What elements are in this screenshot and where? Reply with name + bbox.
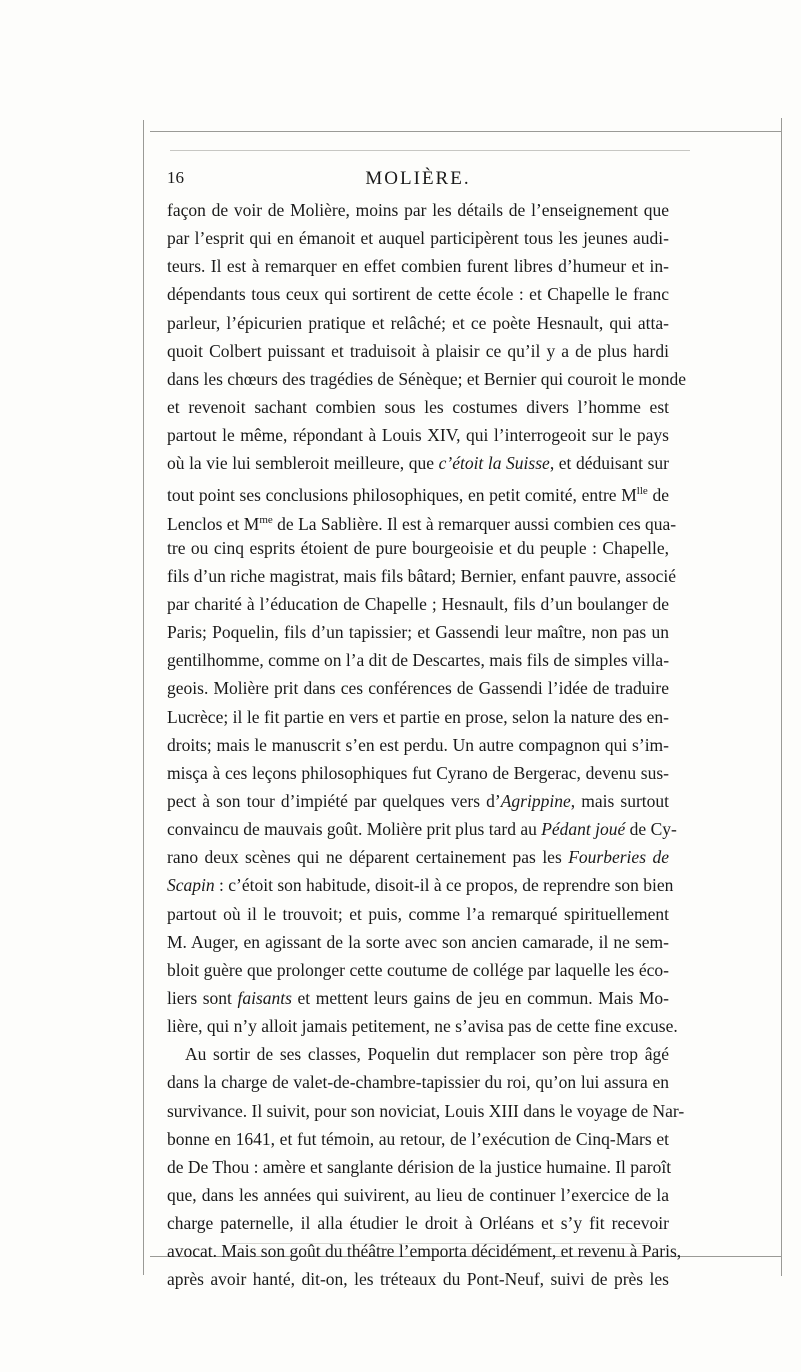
- text-line: Scapin : c’étoit son habitude, disoit-il à ce propos, de reprendre son bien: [167, 875, 674, 896]
- text-line: teurs. Il est à remarquer en effet combien furent libres d’humeur et in-: [167, 256, 669, 277]
- text-line: de De Thou : amère et sanglante dérision de la justice humaine. Il paroît: [167, 1156, 672, 1177]
- body-text: [167, 196, 687, 1293]
- text-line: quoit Colbert puissant et traduisoit à plaisir ce qu’il y a de plus hardi: [167, 340, 669, 361]
- text-line: partout le même, répondant à Louis XIV, qui l’interrogeoit sur le pays: [167, 425, 669, 446]
- border-top-inner-rule: [170, 150, 690, 151]
- superscript: lle: [636, 485, 648, 498]
- text-line: survivance. Il suivit, pour son noviciat, Louis XIII dans le voyage de Nar-: [167, 1100, 685, 1121]
- text-line: bonne en 1641, et fut témoin, au retour, de l’exécution de Cinq-Mars et: [167, 1128, 669, 1149]
- italic-phrase: faisants: [237, 987, 292, 1008]
- border-right-rule: [781, 118, 782, 1276]
- text-line: dans les chœurs des tragédies de Sénèque; et Bernier qui couroit le monde: [167, 368, 687, 389]
- page-number: 16: [167, 168, 184, 187]
- text-line: M. Auger, en agissant de la sorte avec son ancien camarade, il ne sem-: [167, 931, 669, 952]
- running-head: MOLIÈRE.: [365, 168, 471, 189]
- text-line: Lenclos et $M^{me}$ de La Sablière. Il est à remarquer aussi combien ces qua-: [167, 513, 677, 534]
- text-line: bloit guère que prolonger cette coutume de collége par laquelle les éco-: [167, 959, 669, 980]
- text-line: partout où il le trouvoit; et puis, comme l’a remarqué spirituellement: [167, 903, 669, 924]
- text-line: rano deux scènes qui ne déparent certainement pas les Fourberies de: [167, 847, 669, 868]
- text-line: liers sont faisants et mettent leurs gains de jeu en commun. Mais Mo-: [167, 987, 669, 1008]
- text-line: parleur, l’épicurien pratique et relâché; et ce poète Hesnault, qui atta-: [167, 312, 669, 333]
- text-line: lière, qui n’y alloit jamais petitement, ne s’avisa pas de cette fine excuse.: [167, 1016, 678, 1037]
- border-left-rule: [143, 120, 144, 1275]
- italic-phrase: Scapin: [167, 875, 215, 896]
- text-line: dépendants tous ceux qui sortirent de cette école : et Chapelle le franc: [167, 284, 669, 305]
- text-line: par l’esprit qui en émanoit et auquel participèrent tous les jeunes audi-: [167, 228, 669, 249]
- text-line: que, dans les années qui suivirent, au lieu de continuer l’exercice de la: [167, 1184, 669, 1205]
- text-line: Lucrèce; il le fit partie en vers et partie en prose, selon la nature des en-: [167, 706, 669, 727]
- text-line: charge paternelle, il alla étudier le droit à Orléans et s’y fit recevoir: [167, 1213, 669, 1234]
- text-line: par charité à l’éducation de Chapelle ; Hesnault, fils d’un boulanger de: [167, 593, 669, 614]
- italic-phrase: Fourberies de: [568, 847, 669, 868]
- text-line: convaincu de mauvais goût. Molière prit plus tard au Pédant joué de Cy-: [167, 819, 677, 840]
- text-line: Au sortir de ses classes, Poquelin dut remplacer son père trop âgé: [185, 1044, 669, 1065]
- text-line: avocat. Mais son goût du théâtre l’emporta décidément, et revenu à Paris,: [167, 1241, 682, 1262]
- italic-phrase: Pédant joué: [541, 819, 626, 840]
- text-line: après avoir hanté, dit-on, les tréteaux du Pont-Neuf, suivi de près les: [167, 1269, 669, 1290]
- text-line: geois. Molière prit dans ces conférences de Gassendi l’idée de traduire: [167, 678, 669, 699]
- text-line: où la vie lui sembleroit meilleure, que c’étoit la Suisse, et déduisant sur: [167, 453, 669, 474]
- text-line: gentilhomme, comme on l’a dit de Descartes, mais fils de simples villa-: [167, 650, 670, 671]
- text-line: tre ou cinq esprits étoient de pure bourgeoisie et du peuple : Chapelle,: [167, 537, 669, 558]
- italic-phrase: Agrippine: [500, 790, 571, 811]
- text-line: Paris; Poquelin, fils d’un tapissier; et Gassendi leur maître, non pas un: [167, 622, 669, 643]
- text-line: tout point ses conclusions philosophiques, en petit comité, entre $M^{lle}$ de: [167, 485, 669, 506]
- border-top-rule: [150, 131, 782, 132]
- text-line: droits; mais le manuscrit s’en est perdu. Un autre compagnon qui s’im-: [167, 734, 669, 755]
- text-line: pect à son tour d’impiété par quelques vers d’Agrippine, mais surtout: [167, 790, 669, 811]
- superscript: me: [259, 513, 273, 526]
- page-header: [167, 168, 669, 194]
- text-line: dans la charge de valet-de-chambre-tapissier du roi, qu’on lui assura en: [167, 1072, 669, 1093]
- italic-phrase: c’étoit la Suisse: [438, 453, 550, 474]
- text-line: misça à ces leçons philosophiques fut Cyrano de Bergerac, devenu sus-: [167, 762, 669, 783]
- text-line: et revenoit sachant combien sous les costumes divers l’homme est: [167, 396, 669, 417]
- text-line: fils d’un riche magistrat, mais fils bâtard; Bernier, enfant pauvre, associé: [167, 565, 677, 586]
- text-line: façon de voir de Molière, moins par les détails de l’enseignement que: [167, 200, 669, 220]
